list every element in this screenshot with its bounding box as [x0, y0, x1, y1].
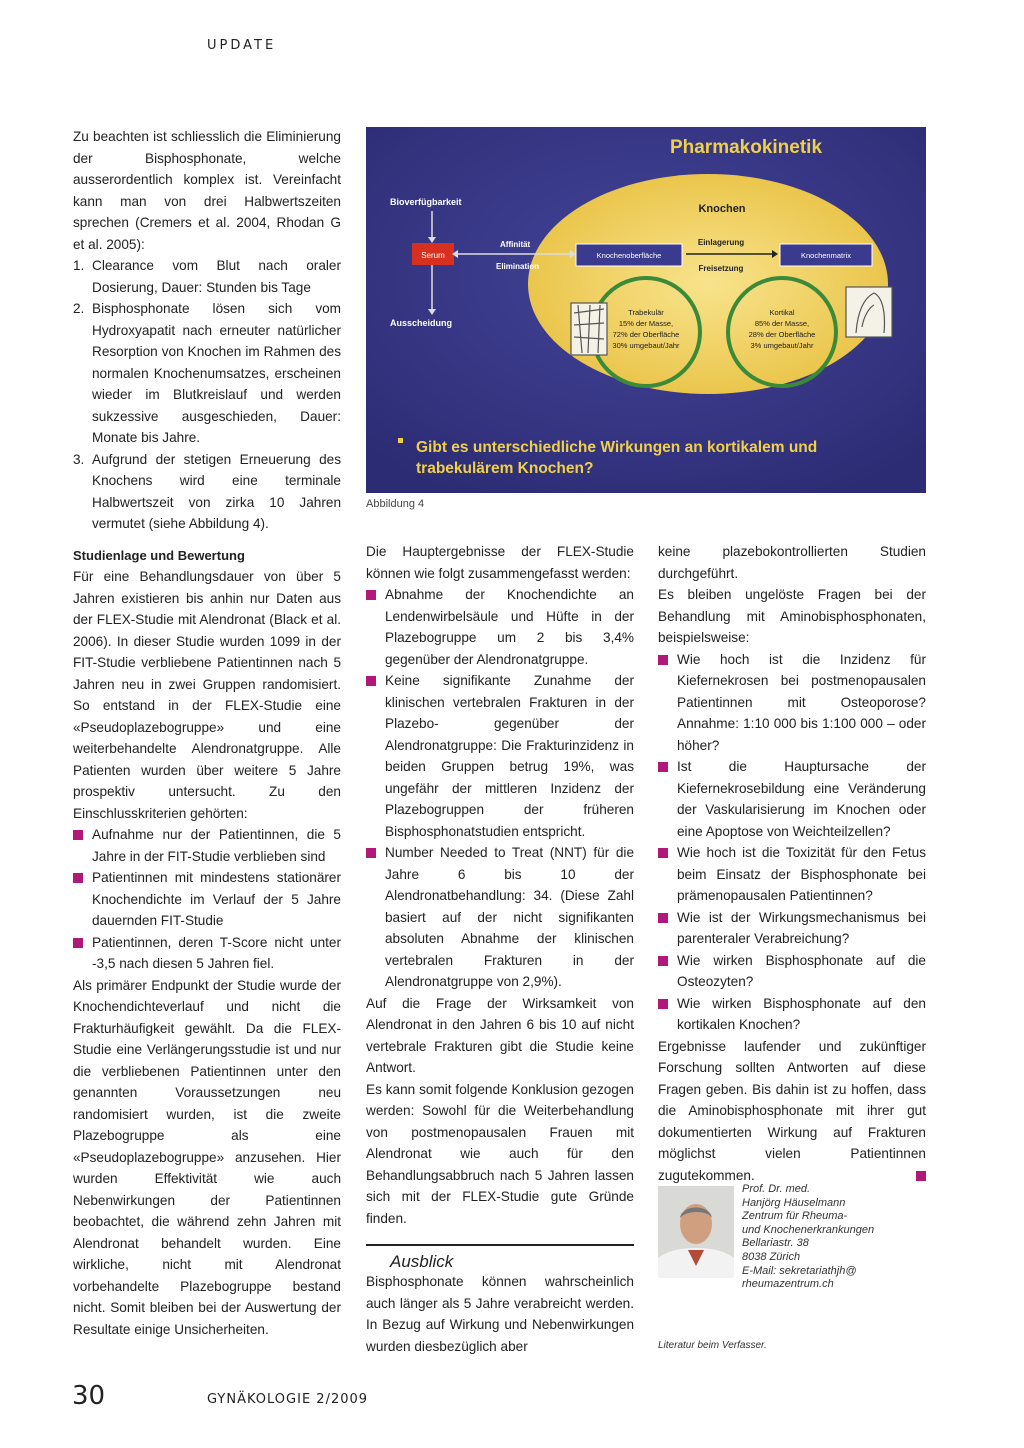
endpoint-paragraph: Als primärer Endpunkt der Studie wurde der Knochendichteverlauf und nicht die Frakturhäufigkeit gewählt. Da die FLEX-Studie eine Verlängerungsstudie ist und nur die verbliebenen Patientinnen unter den genannten Voraussetzungen neu randomisiert wurden, ist die zweite Plazebogruppe als eine «Pseudoplazebogruppe» anzusehen. Hier wurden Effektivität wie auch Nebenwirkungen der Patientinnen beobachtet, die während zehn Jahren mit Alendronat behandelt wurden. Eine wirkliche, nicht mit Alendronat vorbehandelte Plazebogruppe bestand nicht. Somit bleiben bei der Auswertung der Resultate einige Unsicherheiten. [73, 977, 341, 1337]
label-knochen: Knochen [698, 203, 746, 215]
author-line: 8038 Zürich [742, 1250, 801, 1263]
trabekulaer-line: Trabekulär [628, 308, 664, 317]
label-ausscheidung: Ausscheidung [390, 318, 453, 328]
list-item: 3. Aufgrund der stetigen Erneuerung des Knochens wird eine terminale Halbwertszeit von zirka 10 Jahren vermutet (siehe Abbildung 4). [73, 451, 341, 531]
list-item: Wie wirken Bisphosphonate auf den kortikalen Knochen? [658, 993, 926, 1036]
ausblick-paragraph: Bisphosphonate können wahrscheinlich auch länger als 5 Jahre verabreicht werden. In Bezug auf Wirkung und Nebenwirkungen wurden diesbezüglich aber [366, 1274, 634, 1354]
author-line: E-Mail: sekretariathjh@ [742, 1264, 857, 1277]
kortikal-line: 85% der Masse, [754, 319, 810, 328]
label-freisetzung: Freisetzung [698, 264, 744, 273]
intro-paragraph: Zu beachten ist schliesslich die Eliminierung der Bisphosphonate, welche ausserordentlich komplex ist. Vereinfacht kann man von drei Halbwertszeiten sprechen (Cremers et al. 2004, Rhodan G et al. 2005): [73, 129, 341, 252]
list-item: Aufnahme nur der Patientinnen, die 5 Jahre in der FIT-Studie verblieben sind [73, 824, 341, 867]
questions-list [658, 649, 926, 1036]
ausblick-heading-block [366, 1244, 634, 1272]
section-header: UPDATE [207, 38, 277, 53]
label-knochenmatrix: Knochenmatrix [800, 251, 852, 260]
results-list [366, 584, 634, 993]
trabekulaer-line: 72% der Oberfläche [612, 330, 680, 339]
author-photo [658, 1186, 734, 1278]
column-2-bottom [366, 1271, 634, 1357]
column-2 [366, 541, 634, 1229]
literature-note: Literatur beim Verfasser. [658, 1340, 767, 1351]
list-item: Keine signifikante Zunahme der klinischen vertebralen Frakturen in der Plazebo- gegenüber der Alendronatgruppe: Die Frakturinzidenz in beiden Gruppen betrug 19%, was ungefähr der mittleren Inzidenz der Plazebogruppen der früheren Bisphosphonatstudien entspricht. [366, 670, 634, 842]
author-line: Zentrum für Rheuma- [742, 1210, 848, 1223]
efficacy-paragraph: Auf die Frage der Wirksamkeit von Alendronat in den Jahren 6 bis 10 auf nicht vertebrale Frakturen gibt die Studie keine Antwort. [366, 995, 634, 1075]
conclusion-paragraph: Es kann somit folgende Konklusion gezogen werden: Sowohl für die Weiterbehandlung von postmenopausalen Frauen mit Alendronat wie auch für den Behandlungsabbruch nach 5 Jahren lassen sich mit der FLEX-Studie gute Gründe finden. [366, 1081, 634, 1226]
author-title: Prof. Dr. med. [742, 1183, 811, 1195]
list-item: Patientinnen mit mindestens stationärer Knochendichte im Verlauf der 5 Jahre dauernden FIT-Studie [73, 867, 341, 932]
list-item: Number Needed to Treat (NNT) für die Jahre 6 bis 10 der Alendronatbehandlung: 34. (Diese Zahl basiert auf der nicht signifikanten absoluten Abnahme der klinischen vertebralen Frakturen in der Alendronatgruppe von 2,9%). [366, 842, 634, 993]
author-line: rheumazentrum.ch [742, 1278, 834, 1291]
col3-paragraph: keine plazebokontrollierten Studien durchgeführt. [658, 544, 926, 581]
closing-paragraph: Ergebnisse laufender und zukünftiger Forschung sollten Antworten auf diese Fragen geben. Bis dahin ist zu hoffen, dass die Aminobisphosphonate mit ihrer gut dokumentierten Wirkung auf Frakturen möglichst vielen Patientinnen zugutekommen. [658, 1038, 926, 1183]
section-heading: Studienlage und Bewertung [73, 547, 245, 563]
figure-title: Pharmakokinetik [669, 137, 823, 158]
list-item: Patientinnen, deren T-Score nicht unter -3,5 nach diesen 5 Jahren fiel. [73, 932, 341, 975]
pharmakokinetik-figure [366, 127, 926, 493]
half-life-list [73, 255, 341, 535]
page-number: 30 [72, 1381, 106, 1411]
figure-question-line1: Gibt es unterschiedliche Wirkungen an kortikalem und [416, 439, 818, 456]
label-bioverfuegbarkeit: Bioverfügbarkeit [390, 197, 462, 207]
list-item: Wie hoch ist die Toxizität für den Fetus beim Einsatz der Bisphosphonate bei prämenopausalen Patientinnen? [658, 842, 926, 907]
kortikal-line: 28% der Oberfläche [748, 330, 816, 339]
kortikal-line: Kortikal [769, 308, 795, 317]
list-item: Wie ist der Wirkungsmechanismus bei parenteraler Verabreichung? [658, 907, 926, 950]
list-item: 2. Bisphosphonate lösen sich vom Hydroxyapatit nach erneuter natürlicher Resorption von Knochen im Rahmen des normalen Knochenumsatzes, erscheinen wieder im Blutkreislauf und werden sukzessive ausgeschieden, Dauer: Monate bis Jahre. [73, 301, 341, 445]
end-mark [916, 1171, 926, 1181]
label-knochenoberflaeche: Knochenoberfläche [596, 251, 662, 260]
author-info [742, 1183, 874, 1292]
results-intro: Die Hauptergebnisse der FLEX-Studie können wie folgt zusammengefasst werden: [366, 544, 634, 581]
trabekulaer-line: 15% der Masse, [618, 319, 674, 328]
author-line: Bellariastr. 38 [742, 1237, 809, 1250]
list-item: Ist die Hauptursache der Kiefernekrosebildung eine Veränderung der Vaskularisierung im Knochen oder eine Apoptose von Weichteilzellen? [658, 756, 926, 842]
figure-caption: Abbildung 4 [366, 498, 425, 510]
figure-diagram [366, 127, 926, 493]
cortical-bone-illustration [846, 287, 892, 337]
column-3 [658, 541, 926, 1186]
col3-paragraph: Es bleiben ungelöste Fragen bei der Behandlung mit Aminobisphosphonaten, beispielsweise: [658, 587, 926, 645]
column-1 [73, 126, 341, 1340]
label-elimination: Elimination [496, 262, 540, 271]
author-name: Hanjörg Häuselmann [742, 1196, 846, 1209]
criteria-list [73, 824, 341, 975]
author-line: und Knochenerkrankungen [742, 1223, 875, 1236]
list-item: Wie hoch ist die Inzidenz für Kiefernekrosen bei postmenopausalen Patientinnen mit Osteoporose? Annahme: 1:10 000 bis 1:100 000 – oder höher? [658, 649, 926, 757]
list-item: 1. Clearance vom Blut nach oraler Dosierung, Dauer: Stunden bis Tage [73, 258, 341, 295]
label-affinitaet: Affinität [500, 240, 531, 249]
journal-name: GYNÄKOLOGIE 2/2009 [207, 1392, 369, 1407]
figure-question-line2: trabekulärem Knochen? [416, 460, 594, 477]
label-einlagerung: Einlagerung [697, 238, 745, 247]
list-item: Abnahme der Knochendichte an Lendenwirbelsäule und Hüfte in der Plazebogruppe um 2 bis 3,4% gegenüber der Alendronatgruppe. [366, 584, 634, 670]
trabekulaer-line: 30% umgebaut/Jahr [612, 341, 680, 350]
ausblick-heading: Ausblick [390, 1252, 454, 1271]
study-paragraph: Für eine Behandlungsdauer von über 5 Jahren existieren bis anhin nur Daten aus der FLEX-Studie mit Alendronat (Black et al. 2006). In dieser Studie wurden 1099 in der FIT-Studie verbliebene Patientinnen nach 5 Jahren neu in zwei Gruppen randomisiert. So entstand in der FLEX-Studie eine «Pseudoplazebogruppe» und eine weiterbehandelte Alendronatgruppe. Alle Patienten wurden über weitere 5 Jahre prospektiv untersucht. Zu den Einschlusskriterien gehörten: [73, 569, 341, 821]
label-serum: Serum [421, 251, 445, 260]
trabecular-bone-illustration [571, 303, 607, 355]
list-item: Wie wirken Bisphosphonate auf die Osteozyten? [658, 950, 926, 993]
kortikal-line: 3% umgebaut/Jahr [750, 341, 814, 350]
